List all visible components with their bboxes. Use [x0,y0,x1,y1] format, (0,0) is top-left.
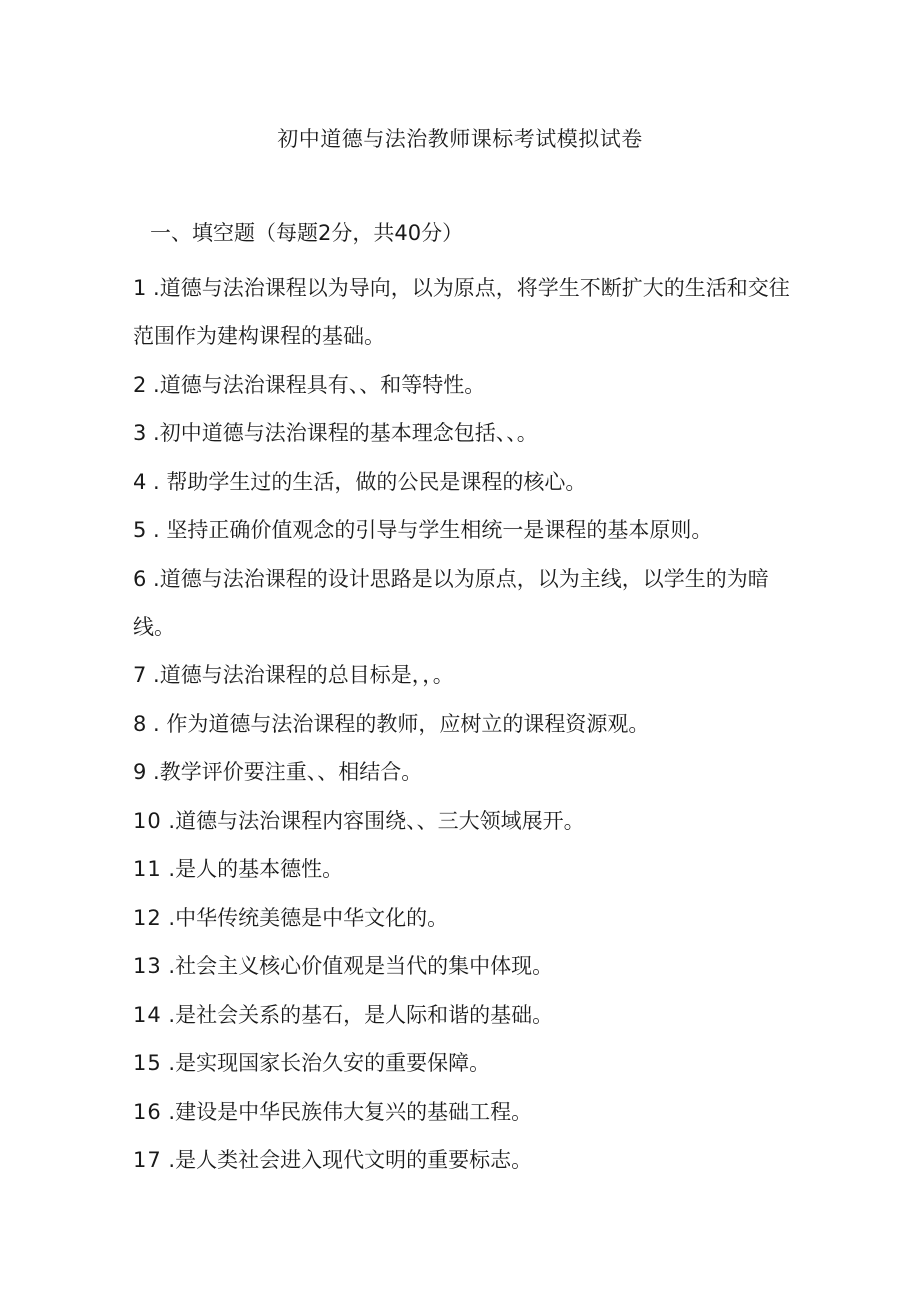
question-text: .是人的基本德性。 [161,857,344,881]
question-item [133,264,793,360]
question-text: . 坚持正确价值观念的引导与学生相统一是课程的基本原则。 [146,518,713,542]
question-text: . 作为道德与法治课程的教师，应树立的课程资源观。 [146,711,650,736]
question-number: 2 [133,372,147,397]
question-item [133,506,793,554]
question-text: .社会主义核心价值观是当代的集中体现。 [161,954,554,978]
question-item [133,555,793,651]
question-text: .是社会关系的基石，是人际和谐的基础。 [161,1002,554,1027]
question-item [133,1039,793,1087]
question-number: 13 [133,954,162,978]
question-text: . 帮助学生过的生活，做的公民是课程的核心。 [146,469,587,494]
question-text: .道德与法治课程的总目标是，，。 [146,663,454,687]
question-number: 8 [133,711,147,736]
question-item [133,991,793,1039]
question-number: 1 [133,276,147,300]
question-number: 3 [133,421,147,445]
question-number: 17 [133,1148,162,1172]
question-number: 12 [133,905,162,930]
question-item [133,1088,793,1136]
question-item [133,700,793,748]
question-number: 11 [133,857,162,881]
question-text: .中华传统美德是中华文化的。 [161,905,449,930]
page-title: 初中道德与法治教师课标考试模拟试卷 [277,127,643,151]
question-item [133,748,793,796]
question-list [133,264,793,1185]
question-text: .建设是中华民族伟大复兴的基础工程。 [161,1099,533,1124]
question-number: 6 [133,566,147,591]
question-item [133,651,793,699]
question-text: .初中道德与法治课程的基本理念包括、、。 [146,421,538,445]
question-text: .是实现国家长治久安的重要保障。 [161,1051,491,1075]
question-number: 10 [133,808,162,833]
question-number: 16 [133,1099,162,1124]
question-number: 5 [133,518,147,542]
question-item [133,797,793,845]
question-text: .道德与法治课程的设计思路是以为原点，以为主线，以学生的为暗线。 [133,566,769,639]
section-heading: 一、填空题（每题2分，共40分） [150,221,464,245]
question-item [133,894,793,942]
question-number: 7 [133,663,147,687]
question-item [133,458,793,506]
question-item [133,361,793,409]
question-text: .是人类社会进入现代文明的重要标志。 [161,1148,533,1172]
question-item [133,942,793,990]
question-text: .教学评价要注重、、相结合。 [146,760,423,784]
question-item [133,1136,793,1184]
question-text: .道德与法治课程以为导向，以为原点，将学生不断扩大的生活和交往范围作为建构课程的基础。 [133,276,790,348]
question-item [133,409,793,457]
question-number: 15 [133,1051,162,1075]
question-item [133,845,793,893]
question-text: .道德与法治课程具有、、和等特性。 [146,372,486,397]
question-number: 14 [133,1002,162,1027]
question-text: .道德与法治课程内容围绕、、三大领域展开。 [161,808,585,833]
question-number: 4 [133,469,147,494]
question-number: 9 [133,760,147,784]
